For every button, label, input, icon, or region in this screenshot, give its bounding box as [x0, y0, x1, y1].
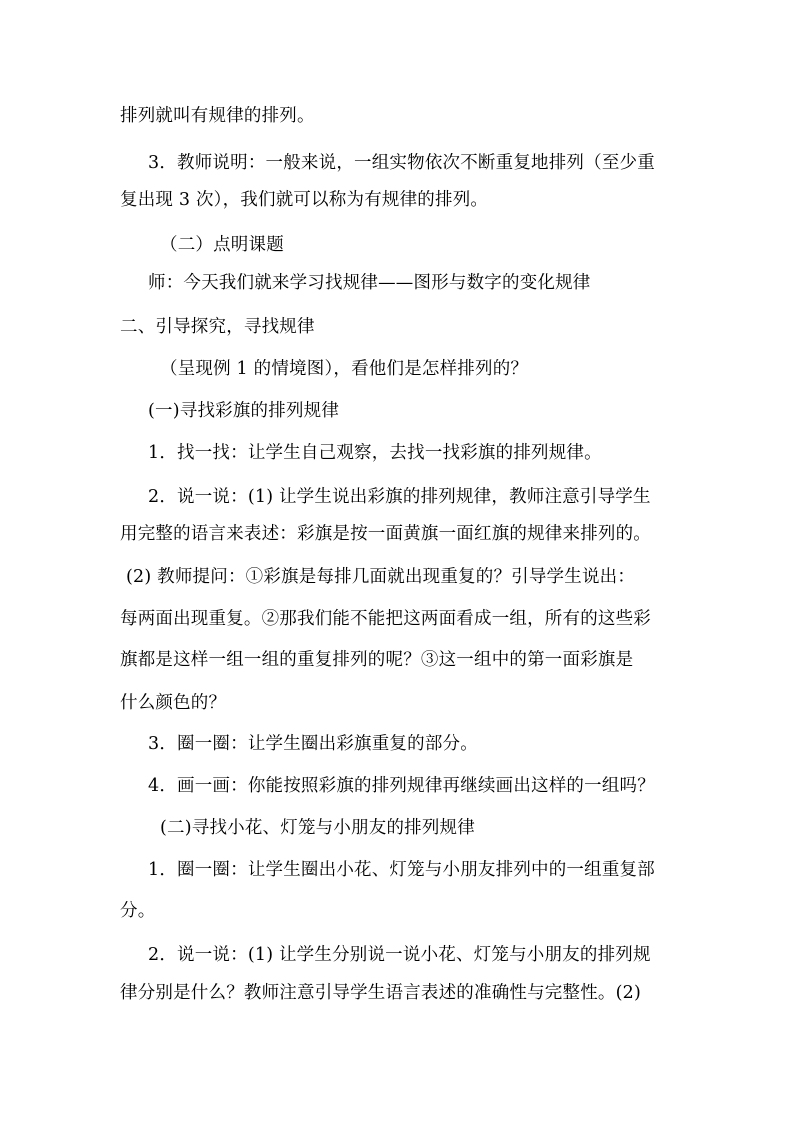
text-line-15: 什么颜色的？ — [120, 693, 227, 713]
text-line-9: 1．找一找：让学生自己观察，去找一找彩旗的排列规律。 — [148, 443, 602, 463]
text-line-5: 师：今天我们就来学习找规律——图形与数字的变化规律 — [148, 273, 591, 293]
text-line-10: 2．说一说：(1) 让学生说出彩旗的排列规律，教师注意引导学生 — [148, 487, 651, 507]
text-line-17: 4．画一画：你能按照彩旗的排列规律再继续画出这样的一组吗？ — [148, 776, 655, 796]
text-line-12: (2) 教师提问：①彩旗是每排几面就出现重复的？引导学生说出： — [126, 567, 636, 587]
text-line-22: 律分别是什么？教师注意引导学生语言表述的准确性与完整性。(2) — [120, 983, 641, 1003]
section-heading-point-topic: （二）点明课题 — [160, 235, 284, 255]
text-line-7: （呈现例 1 的情境图），看他们是怎样排列的？ — [160, 359, 529, 379]
text-line-16: 3．圈一圈：让学生圈出彩旗重复的部分。 — [148, 734, 478, 754]
text-line-14: 旗都是这样一组一组的重复排列的呢？③这一组中的第一面彩旗是 — [120, 650, 634, 670]
subsection-heading-flags: (一)寻找彩旗的排列规律 — [148, 401, 340, 421]
text-line-13: 每两面出现重复。②那我们能不能把这两面看成一组，所有的这些彩 — [120, 609, 651, 629]
text-line-20: 分。 — [120, 901, 156, 921]
text-line-21: 2．说一说：(1) 让学生分别说一说小花、灯笼与小朋友的排列规 — [148, 945, 651, 965]
section-heading-explore: 二、引导探究，寻找规律 — [120, 317, 315, 337]
text-line-19: 1．圈一圈：让学生圈出小花、灯笼与小朋友排列中的一组重复部 — [148, 860, 655, 880]
text-line-1: 排列就叫有规律的排列。 — [120, 106, 315, 126]
subsection-heading-flowers: (二)寻找小花、灯笼与小朋友的排列规律 — [160, 818, 475, 838]
text-line-3: 复出现 3 次），我们就可以称为有规律的排列。 — [120, 190, 489, 210]
text-line-11: 用完整的语言来表述：彩旗是按一面黄旗一面红旗的规律来排列的。 — [120, 524, 651, 544]
text-line-2: 3．教师说明：一般来说，一组实物依次不断重复地排列（至少重 — [148, 153, 655, 173]
